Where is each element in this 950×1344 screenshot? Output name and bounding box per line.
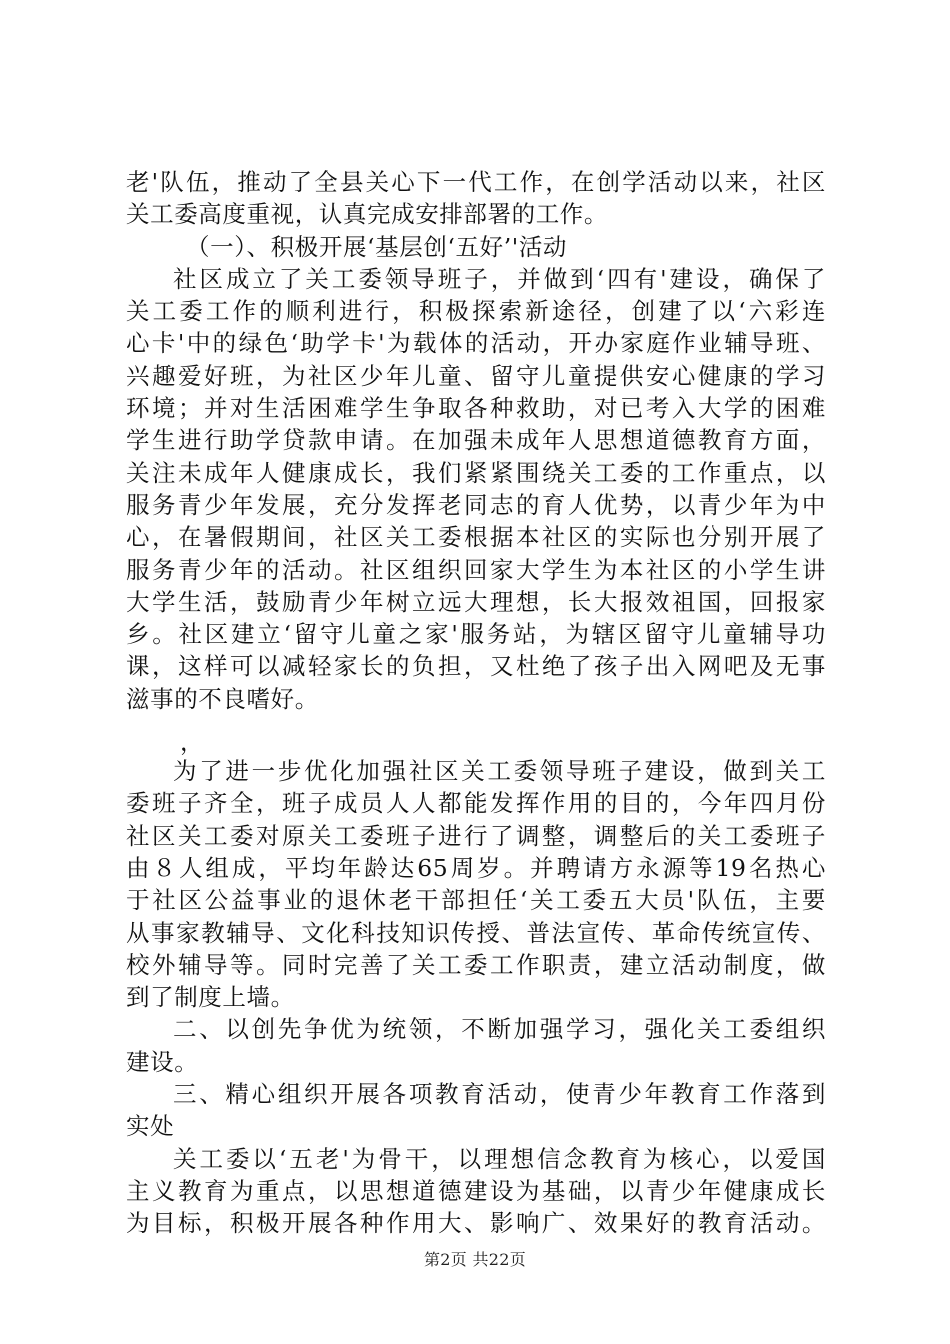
text-line: 关工委高度重视，认真完成安排部署的工作。 [126, 200, 608, 229]
paragraph [126, 755, 826, 1013]
text-line: 关注未成年人健康成长，我们紧紧围绕关工委的工作重点，以 [126, 458, 826, 487]
text-line: 兴趣爱好班，为社区少年儿童、留守儿童提供安心健康的学习 [126, 361, 826, 390]
text-line: 心卡'中的绿色‘助学卡'为载体的活动，开办家庭作业辅导班、 [126, 329, 826, 358]
text-line: 社区成立了关工委领导班子，并做到‘四有'建设，确保了 [173, 264, 826, 293]
text-line: 课，这样可以减轻家长的负担，又杜绝了孩子出入网吧及无事 [126, 652, 826, 681]
section-heading [126, 231, 826, 263]
section-heading [126, 1013, 826, 1078]
text-line: 二、以创先争优为统领，不断加强学习，强化关工委组织 [173, 1015, 826, 1044]
text-line: 从事家教辅导、文化科技知识传授、普法宣传、革命传统宣传、 [126, 918, 826, 947]
text-line: 滋事的不良嗜好。 [126, 684, 319, 713]
text-line: 社区关工委对原关工委班子进行了调整，调整后的关工委班子 [126, 821, 826, 850]
text-line: 关工委工作的顺利进行，积极探索新途径，创建了以‘六彩连 [126, 297, 826, 326]
stray-mark [126, 715, 826, 755]
text-line: 校外辅导等。同时完善了关工委工作职责，建立活动制度，做 [126, 950, 826, 979]
paragraph [126, 166, 826, 231]
text-line: 到了制度上墙。 [126, 983, 295, 1012]
text-line: 于社区公益事业的退休老干部担任‘关工委五大员'队伍，主要 [126, 886, 826, 915]
body-text [126, 166, 826, 1240]
text-line: 乡。社区建立‘留守儿童之家'服务站，为辖区留守儿童辅导功 [126, 620, 826, 649]
text-line: 学生进行助学贷款申请。在加强未成年人思想道德教育方面， [126, 426, 826, 455]
text-line: 主义教育为重点，以思想道德建设为基础，以青少年健康成长 [126, 1176, 826, 1205]
page-number: 第2页 共22页 [423, 1250, 527, 1269]
text-line: 为了进一步优化加强社区关工委领导班子建设，做到关工 [173, 757, 826, 786]
text-line: 心，在暑假期间，社区关工委根据本社区的实际也分别开展了 [126, 523, 826, 552]
text-line: 三、精心组织开展各项教育活动，使青少年教育工作落到 [173, 1080, 826, 1109]
text-line: 大学生活，鼓励青少年树立远大理想，长大报效祖国，回报家 [126, 587, 826, 616]
text-line: 环境；并对生活困难学生争取各种救助，对已考入大学的困难 [126, 394, 826, 423]
text-line: 服务青少年发展，充分发挥老同志的育人优势，以青少年为中 [126, 490, 826, 519]
section-heading [126, 1078, 826, 1143]
text-line: 建设。 [126, 1047, 199, 1076]
text-line: 由８人组成，平均年龄达65周岁。并聘请方永源等19名热心 [126, 853, 826, 882]
text-line: 老'队伍，推动了全县关心下一代工作，在创学活动以来，社区 [126, 168, 826, 196]
text-line: ， [180, 728, 204, 757]
text-line: 为目标，积极开展各种作用大、影响广、效果好的教育活动。 [126, 1209, 826, 1238]
paragraph [126, 1143, 826, 1240]
paragraph [126, 263, 826, 715]
text-line: 关工委以‘五老'为骨干，以理想信念教育为核心，以爱国 [173, 1144, 826, 1173]
text-line: 委班子齐全，班子成员人人都能发挥作用的目的，今年四月份 [126, 789, 826, 818]
text-line: 实处 [126, 1112, 175, 1141]
text-line: 服务青少年的活动。社区组织回家大学生为本社区的小学生讲 [126, 555, 826, 584]
text-line: （一）、积极开展‘基层创‘五好’'活动 [186, 232, 568, 261]
